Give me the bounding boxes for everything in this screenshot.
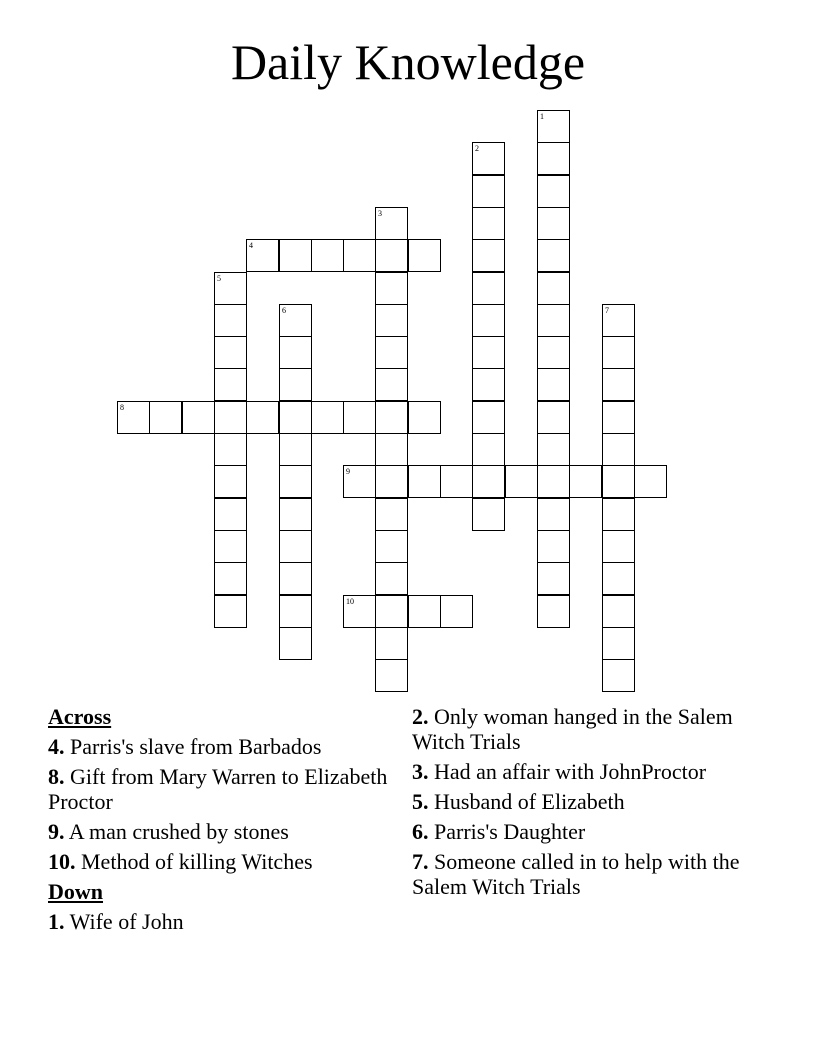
crossword-cell[interactable] (246, 401, 279, 434)
cell-number: 2 (475, 144, 479, 153)
crossword-cell[interactable] (602, 368, 635, 401)
cell-number: 6 (282, 306, 286, 315)
crossword-cell[interactable] (537, 175, 570, 208)
crossword-cell[interactable] (602, 304, 635, 337)
cell-number: 5 (217, 274, 221, 283)
crossword-cell[interactable] (279, 433, 312, 466)
clue-down-7 (412, 849, 752, 899)
crossword-cell[interactable] (472, 498, 505, 531)
crossword-cell[interactable] (214, 465, 247, 498)
crossword-cell[interactable] (569, 465, 602, 498)
crossword-cell[interactable] (472, 175, 505, 208)
crossword-cell[interactable] (375, 465, 408, 498)
crossword-cell[interactable] (279, 530, 312, 563)
crossword-cell[interactable] (537, 562, 570, 595)
clue-number: 10. (48, 849, 76, 874)
crossword-cell[interactable] (602, 530, 635, 563)
clue-across-10 (48, 849, 388, 874)
crossword-cell[interactable] (214, 595, 247, 628)
crossword-cell[interactable] (279, 498, 312, 531)
clue-number: 8. (48, 764, 65, 789)
clue-down-3 (412, 759, 752, 784)
crossword-cell[interactable] (602, 498, 635, 531)
crossword-cell[interactable] (279, 336, 312, 369)
crossword-cell[interactable] (537, 207, 570, 240)
crossword-cell[interactable] (375, 498, 408, 531)
crossword-cell[interactable] (440, 595, 473, 628)
clue-number: 6. (412, 819, 429, 844)
crossword-cell[interactable] (375, 304, 408, 337)
crossword-cell[interactable] (279, 304, 312, 337)
clue-down-5 (412, 789, 752, 814)
crossword-cell[interactable] (408, 595, 441, 628)
crossword-cell[interactable] (279, 239, 312, 272)
crossword-cell[interactable] (537, 401, 570, 434)
crossword-cell[interactable] (375, 530, 408, 563)
crossword-cell[interactable] (214, 530, 247, 563)
crossword-cell[interactable] (375, 239, 408, 272)
crossword-cell[interactable] (602, 401, 635, 434)
clue-text: Had an affair with JohnProctor (434, 759, 707, 784)
crossword-cell[interactable] (375, 272, 408, 305)
clue-down-6 (412, 819, 752, 844)
crossword-cell[interactable] (472, 207, 505, 240)
clue-text: Husband of Elizabeth (434, 789, 625, 814)
crossword-cell[interactable] (246, 239, 279, 272)
crossword-cell[interactable] (375, 207, 408, 240)
clues-right-column (412, 704, 752, 904)
crossword-cell[interactable] (537, 142, 570, 175)
crossword-cell[interactable] (343, 465, 376, 498)
crossword-cell[interactable] (472, 304, 505, 337)
crossword-cell[interactable] (537, 110, 570, 143)
crossword-cell[interactable] (634, 465, 667, 498)
crossword-cell[interactable] (311, 239, 344, 272)
clue-number: 5. (412, 789, 429, 814)
clue-number: 3. (412, 759, 429, 784)
down-heading: Down (48, 879, 104, 904)
crossword-cell[interactable] (279, 465, 312, 498)
crossword-cell[interactable] (472, 336, 505, 369)
crossword-cell[interactable] (537, 498, 570, 531)
crossword-cell[interactable] (375, 433, 408, 466)
crossword-cell[interactable] (279, 627, 312, 660)
cell-number: 10 (346, 597, 354, 606)
clue-text: Wife of John (69, 909, 184, 934)
crossword-cell[interactable] (472, 272, 505, 305)
cell-number: 3 (378, 209, 382, 218)
clue-down-1 (48, 909, 388, 934)
crossword-cell[interactable] (279, 401, 312, 434)
crossword-cell[interactable] (408, 239, 441, 272)
crossword-cell[interactable] (375, 401, 408, 434)
crossword-cell[interactable] (537, 304, 570, 337)
crossword-cell[interactable] (472, 368, 505, 401)
clues-left-column (48, 704, 388, 939)
puzzle-title: Daily Knowledge (230, 34, 586, 90)
clue-number: 1. (48, 909, 65, 934)
cell-number: 7 (605, 306, 609, 315)
crossword-cell[interactable] (279, 562, 312, 595)
crossword-cell[interactable] (214, 433, 247, 466)
crossword-cell[interactable] (182, 401, 215, 434)
crossword-cell[interactable] (472, 239, 505, 272)
crossword-cell[interactable] (149, 401, 182, 434)
crossword-cell[interactable] (472, 401, 505, 434)
clue-text: Gift from Mary Warren to Elizabeth Proctor (48, 764, 388, 814)
clue-text: A man crushed by stones (68, 819, 289, 844)
across-heading: Across (48, 704, 112, 729)
crossword-cell[interactable] (375, 562, 408, 595)
crossword-cell[interactable] (602, 627, 635, 660)
crossword-cell[interactable] (117, 401, 150, 434)
crossword-cell[interactable] (279, 595, 312, 628)
crossword-cell[interactable] (602, 465, 635, 498)
crossword-cell[interactable] (472, 433, 505, 466)
clue-text: Only woman hanged in the Salem Witch Trials (412, 704, 733, 754)
crossword-cell[interactable] (375, 336, 408, 369)
crossword-cell[interactable] (602, 336, 635, 369)
crossword-cell[interactable] (408, 401, 441, 434)
crossword-cell[interactable] (537, 433, 570, 466)
crossword-cell[interactable] (537, 465, 570, 498)
clue-number: 7. (412, 849, 429, 874)
crossword-cell[interactable] (214, 304, 247, 337)
crossword-cell[interactable] (537, 239, 570, 272)
crossword-cell[interactable] (343, 595, 376, 628)
crossword-cell[interactable] (375, 595, 408, 628)
clue-number: 4. (48, 734, 65, 759)
crossword-cell[interactable] (375, 659, 408, 692)
cell-number: 1 (540, 112, 544, 121)
crossword-cell[interactable] (537, 368, 570, 401)
crossword-cell[interactable] (602, 595, 635, 628)
cell-number: 9 (346, 467, 350, 476)
clue-down-2 (412, 704, 752, 754)
crossword-cell[interactable] (214, 401, 247, 434)
crossword-cell[interactable] (375, 627, 408, 660)
crossword-cell[interactable] (602, 659, 635, 692)
crossword-cell[interactable] (279, 368, 312, 401)
clue-number: 9. (48, 819, 65, 844)
crossword-cell[interactable] (602, 433, 635, 466)
crossword-cell[interactable] (375, 368, 408, 401)
cell-number: 4 (249, 241, 253, 250)
clue-text: Someone called in to help with the Salem Witch Trials (412, 849, 740, 899)
clue-text: Method of killing Witches (81, 849, 313, 874)
crossword-cell[interactable] (214, 336, 247, 369)
crossword-cell[interactable] (537, 595, 570, 628)
clue-text: Parris's Daughter (434, 819, 586, 844)
crossword-cell[interactable] (343, 401, 376, 434)
crossword-cell[interactable] (472, 142, 505, 175)
cell-number: 8 (120, 403, 124, 412)
crossword-cell[interactable] (537, 530, 570, 563)
clue-text: Parris's slave from Barbados (70, 734, 322, 759)
clue-across-8 (48, 764, 388, 814)
crossword-cell[interactable] (214, 498, 247, 531)
crossword-cell[interactable] (214, 368, 247, 401)
crossword-cell[interactable] (214, 562, 247, 595)
crossword-cell[interactable] (537, 272, 570, 305)
crossword-cell[interactable] (505, 465, 538, 498)
clue-across-9 (48, 819, 388, 844)
clue-across-4 (48, 734, 388, 759)
crossword-cell[interactable] (472, 465, 505, 498)
crossword-cell[interactable] (440, 465, 473, 498)
clue-number: 2. (412, 704, 429, 729)
crossword-cell[interactable] (343, 239, 376, 272)
crossword-cell[interactable] (408, 465, 441, 498)
crossword-cell[interactable] (214, 272, 247, 305)
crossword-cell[interactable] (537, 336, 570, 369)
crossword-cell[interactable] (602, 562, 635, 595)
crossword-cell[interactable] (311, 401, 344, 434)
